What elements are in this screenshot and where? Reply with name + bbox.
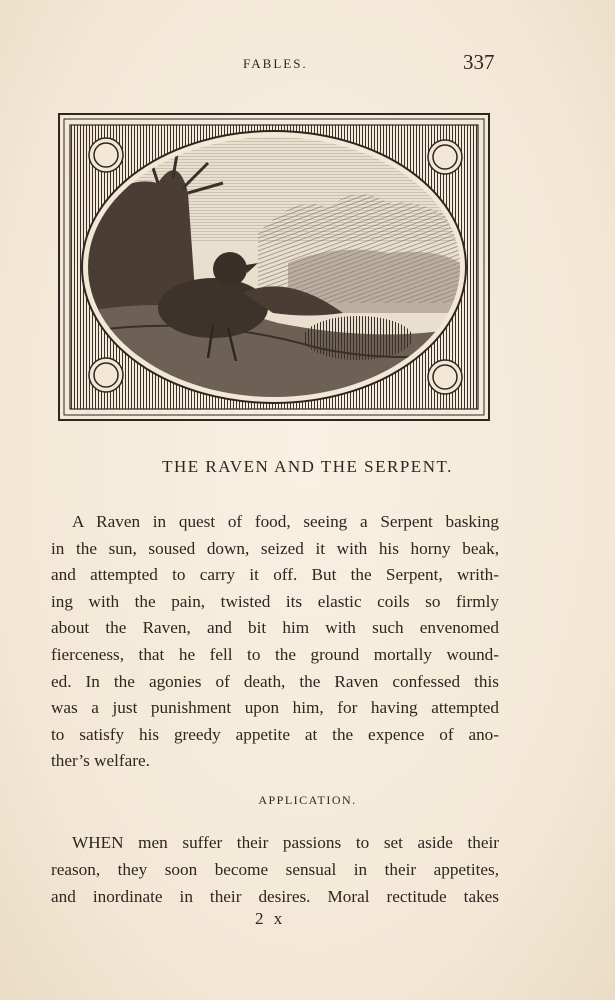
engraving-raven-and-serpent-icon <box>58 113 490 421</box>
text-line: to satisfy his greedy appetite at the expence of ano- <box>51 724 499 744</box>
text-line: was a just punishment upon him, for having attempted <box>51 698 499 718</box>
text-line: ther’s welfare. <box>51 751 150 771</box>
signature-mark: 2 x <box>255 909 286 928</box>
text-line: and attempted to carry it off. But the Serpent, writh- <box>51 565 499 585</box>
fable-title: THE RAVEN AND THE SERPENT. <box>162 457 453 476</box>
application-paragraph <box>51 830 499 911</box>
text-line: ing with the pain, twisted its elastic coils so firmly <box>51 591 499 611</box>
text-line: A Raven in quest of food, seeing a Serpent basking <box>72 512 499 531</box>
text-line: ed. In the agonies of death, the Raven confessed this <box>51 671 499 691</box>
running-head-title: FABLES. <box>243 56 308 71</box>
page-number: 337 <box>463 50 495 74</box>
text-line: about the Raven, and bit him with such envenomed <box>51 618 499 638</box>
running-head <box>0 52 615 82</box>
application-heading: APPLICATION. <box>258 793 357 807</box>
text-line: and inordinate in their desires. Moral rectitude takes <box>51 887 499 906</box>
fable-paragraph <box>51 509 499 775</box>
text-line: fierceness, that he fell to the ground mortally wound- <box>51 644 499 664</box>
text-line: WHEN men suffer their passions to set aside their <box>72 833 499 852</box>
text-line: in the sun, soused down, seized it with his horny beak, <box>51 538 499 558</box>
text-line: reason, they soon become sensual in their appetites, <box>51 860 499 879</box>
